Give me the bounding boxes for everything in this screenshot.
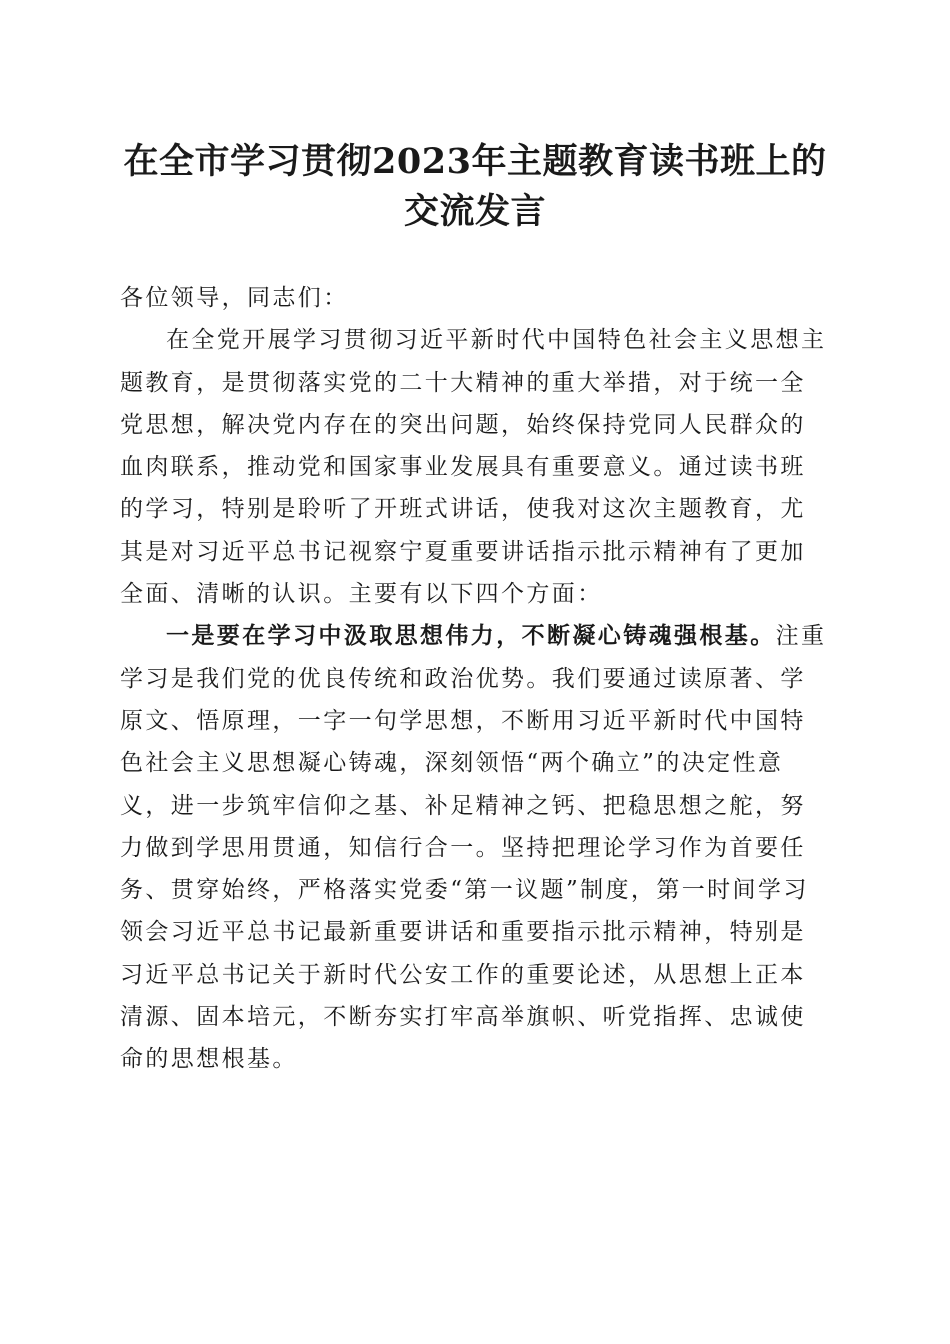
- document-title: [100, 137, 850, 237]
- paragraph-1: 在全党开展学习贯彻习近平新时代中国特色社会主义思想主题教育，是贯彻落实党的二十大精神的重大举措，对于统一全党思想，解决党内存在的突出问题，始终保持党同人民群众的血肉联系，推动党和国家事业发展具有重要意义。通过读书班的学习，特别是聆听了开班式讲话，使我对这次主题教育，尤其是对习近平总书记视察宁夏重要讲话指示批示精神有了更加全面、清晰的认识。主要有以下四个方面：: [120, 327, 827, 608]
- paragraph-2: [120, 615, 830, 1080]
- paragraph-2-body: 注重学习是我们党的优良传统和政治优势。我们要通过读原著、学原文、悟原理，一字一句学思想，不断用习近平新时代中国特色社会主义思想凝心铸魂，深刻领悟“两个确立”的决定性意义，进一步筑牢信仰之基、补足精神之钙、把稳思想之舵，努力做到学思用贯通，知信行合一。坚持把理论学习作为首要任务、贯穿始终，严格落实党委“第一议题”制度，第一时间学习领会习近平总书记最新重要讲话和重要指示批示精神，特别是习近平总书记关于新时代公安工作的重要论述，从思想上正本清源、固本培元，不断夯实打牢高举旗帜、听党指挥、忠诚使命的思想根基。: [120, 623, 827, 1073]
- document-body: [120, 277, 830, 1081]
- greeting: 各位领导，同志们：: [120, 285, 349, 311]
- title-line-1: 在全市学习贯彻2023年主题教育读书班上的: [123, 141, 827, 182]
- paragraph-2-lead: 一是要在学习中汲取思想伟力，不断凝心铸魂强根基。: [166, 622, 776, 650]
- title-line-2: 交流发言: [403, 191, 546, 232]
